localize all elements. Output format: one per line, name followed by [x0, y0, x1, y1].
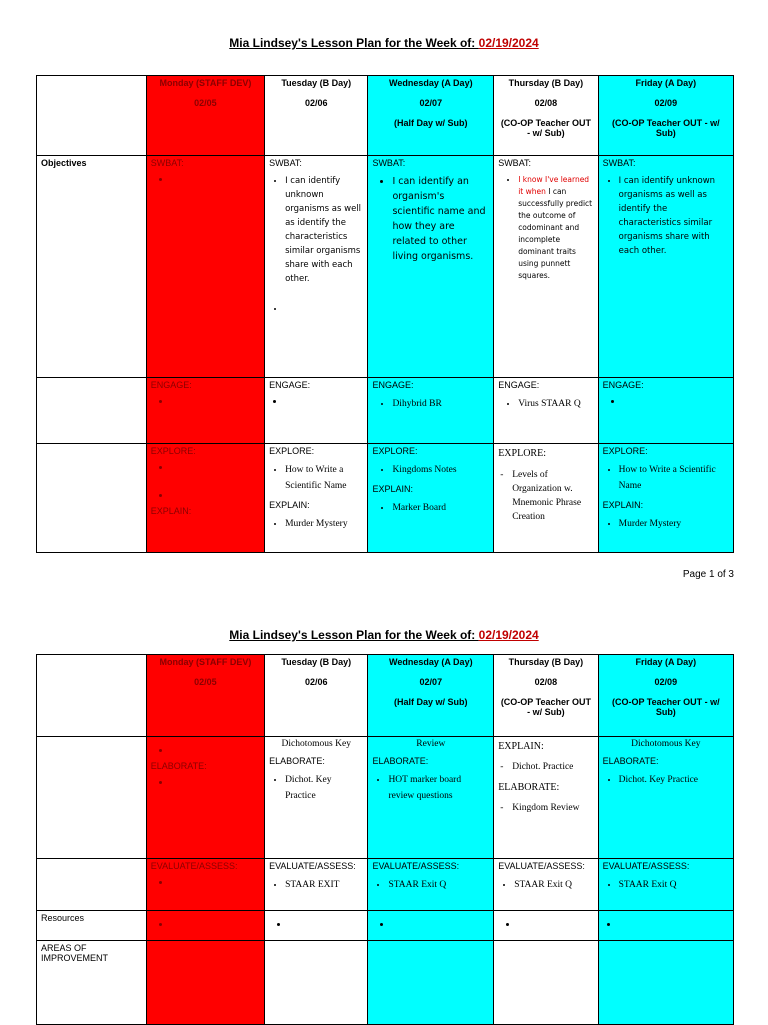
engage-friday — [598, 378, 733, 444]
bullet-empty — [171, 777, 260, 787]
resources-monday — [146, 911, 264, 941]
explore-tuesday — [265, 444, 368, 553]
monday-date: 02/05 — [194, 677, 217, 687]
continued-monday — [146, 737, 264, 859]
objectives-friday — [598, 156, 733, 378]
monday-day: Monday (STAFF DEV) — [159, 78, 252, 88]
explore-label: EXPLORE: — [498, 448, 546, 459]
continued-blank — [37, 737, 147, 859]
evaluate-label: EVALUATE/ASSESS: — [602, 861, 690, 871]
objective-red-text: I know I've learned it when — [518, 175, 590, 196]
monday-day: Monday (STAFF DEV) — [159, 657, 252, 667]
objective-item: • I can identify an organism's scientific name and how they are related to other living organisms. — [392, 174, 489, 264]
engage-label: ENGAGE: — [269, 380, 311, 390]
explain-label: EXPLAIN: — [150, 506, 192, 516]
bullet-empty — [285, 302, 363, 316]
evaluate-monday — [146, 859, 264, 911]
swbat-label: SWBAT: — [602, 158, 636, 168]
wednesday-date: 02/07 — [419, 98, 443, 108]
continued-top: Dichotomous Key — [631, 739, 701, 749]
evaluate-row — [37, 859, 734, 911]
evaluate-friday — [598, 859, 733, 911]
friday-note: (CO-OP Teacher OUT - w/ Sub) — [611, 697, 720, 717]
improvement-label: AREAS OF IMPROVEMENT — [37, 941, 147, 1025]
resources-friday — [598, 911, 733, 941]
header-wednesday — [368, 76, 494, 156]
header-wednesday — [368, 655, 494, 737]
objectives-wednesday — [368, 156, 494, 378]
bullet-empty — [171, 919, 260, 929]
continued-friday — [598, 737, 733, 859]
thursday-date: 02/08 — [534, 677, 558, 687]
swbat-label: SWBAT: — [372, 158, 406, 168]
friday-day: Friday (A Day) — [635, 657, 697, 667]
header-tuesday — [265, 76, 368, 156]
page1-title — [0, 36, 768, 50]
engage-item: • Virus STAAR Q — [518, 396, 593, 412]
bullet-empty — [171, 490, 260, 500]
swbat-label: SWBAT: — [269, 158, 302, 168]
explore-thursday — [494, 444, 598, 553]
elaborate-label: ELABORATE: — [602, 756, 659, 766]
elaborate-label: ELABORATE: — [372, 756, 429, 766]
bullet-empty — [518, 919, 593, 929]
page2-plan-table — [36, 654, 734, 1025]
page2-title-date: 02/19/2024 — [478, 628, 539, 642]
explore-monday — [146, 444, 264, 553]
engage-label: ENGAGE: — [602, 380, 644, 390]
friday-date: 02/09 — [654, 677, 678, 687]
wednesday-note: (Half Day w/ Sub) — [394, 118, 468, 128]
explore-item: - Levels of Organization w. Mnemonic Phrase Creation — [512, 468, 593, 524]
evaluate-label: EVALUATE/ASSESS: — [150, 861, 238, 871]
bullet-empty — [171, 396, 260, 406]
friday-note: (CO-OP Teacher OUT - w/ Sub) — [611, 118, 720, 138]
continued-top: Review — [416, 739, 446, 749]
improvement-wednesday — [368, 941, 494, 1025]
improvement-monday — [146, 941, 264, 1025]
evaluate-blank — [37, 859, 147, 911]
explain-item: - Dichot. Practice — [512, 761, 593, 774]
engage-blank — [37, 378, 147, 444]
continued-tuesday — [265, 737, 368, 859]
objective-item: • I can identify unknown organisms as well as identify the characteristics similar organisms share with each other. — [285, 174, 363, 286]
swbat-label: SWBAT: — [150, 158, 184, 168]
explain-label: EXPLAIN: — [498, 741, 544, 752]
engage-item: • Dihybrid BR — [392, 396, 489, 412]
header-row-2 — [37, 655, 734, 737]
explain-label: EXPLAIN: — [372, 484, 413, 494]
wednesday-day: Wednesday (A Day) — [389, 78, 473, 88]
header-thursday — [494, 655, 598, 737]
explain-label: EXPLAIN: — [602, 500, 644, 510]
improvement-tuesday — [265, 941, 368, 1025]
explore-friday — [598, 444, 733, 553]
engage-label: ENGAGE: — [150, 380, 192, 390]
continued-row — [37, 737, 734, 859]
explain-label: EXPLAIN: — [269, 500, 310, 510]
explore-label: EXPLORE: — [372, 446, 418, 456]
objectives-tuesday — [265, 156, 368, 378]
friday-date: 02/09 — [654, 98, 678, 108]
thursday-day: Thursday (B Day) — [508, 657, 584, 667]
objectives-row — [37, 156, 734, 378]
page2-title — [0, 628, 768, 642]
continued-top: Dichotomous Key — [281, 739, 351, 749]
header-tuesday — [265, 655, 368, 737]
resources-label: Resources — [37, 911, 147, 941]
friday-day: Friday (A Day) — [635, 78, 697, 88]
explore-wednesday — [368, 444, 494, 553]
bullet-empty — [619, 919, 729, 929]
header-monday — [146, 76, 264, 156]
wednesday-day: Wednesday (A Day) — [389, 657, 473, 667]
evaluate-item: • STAAR Exit Q — [619, 877, 729, 893]
engage-label: ENGAGE: — [498, 380, 540, 390]
monday-date: 02/05 — [194, 98, 217, 108]
continued-thursday — [494, 737, 598, 859]
evaluate-wednesday — [368, 859, 494, 911]
evaluate-label: EVALUATE/ASSESS: — [269, 861, 356, 871]
explain-item: • Murder Mystery — [619, 516, 729, 532]
thursday-date: 02/08 — [534, 98, 558, 108]
improvement-thursday — [494, 941, 598, 1025]
bullet-empty — [171, 462, 260, 472]
explain-item: • Marker Board — [392, 500, 489, 516]
elaborate-item: - Kingdom Review — [512, 802, 593, 815]
thursday-day: Thursday (B Day) — [508, 78, 584, 88]
explore-label: EXPLORE: — [269, 446, 315, 456]
wednesday-date: 02/07 — [419, 677, 443, 687]
page-number: Page 1 of 3 — [682, 569, 734, 580]
bullet-empty — [171, 174, 260, 184]
resources-thursday — [494, 911, 598, 941]
evaluate-label: EVALUATE/ASSESS: — [372, 861, 460, 871]
elaborate-item: • HOT marker board review questions — [388, 772, 489, 804]
engage-monday — [146, 378, 264, 444]
resources-row — [37, 911, 734, 941]
header-row — [37, 76, 734, 156]
resources-wednesday — [368, 911, 494, 941]
swbat-label: SWBAT: — [498, 158, 532, 168]
bullet-empty — [171, 745, 260, 755]
tuesday-date: 02/06 — [304, 98, 328, 108]
resources-tuesday — [265, 911, 368, 941]
engage-row — [37, 378, 734, 444]
bullet-empty — [623, 396, 729, 406]
thursday-note: (CO-OP Teacher OUT - w/ Sub) — [500, 697, 591, 717]
header-monday — [146, 655, 264, 737]
explore-label: EXPLORE: — [602, 446, 648, 456]
improvement-friday — [598, 941, 733, 1025]
evaluate-item: • STAAR Exit Q — [514, 877, 593, 893]
evaluate-item: • STAAR EXIT — [285, 877, 363, 893]
explore-label: EXPLORE: — [150, 446, 196, 456]
objectives-label: Objectives — [37, 156, 147, 378]
explore-item: • How to Write a Scientific Name — [619, 462, 729, 494]
elaborate-label: ELABORATE: — [150, 761, 207, 771]
header-friday — [598, 76, 733, 156]
elaborate-label: ELABORATE: — [269, 756, 325, 766]
thursday-note: (CO-OP Teacher OUT - w/ Sub) — [500, 118, 591, 138]
engage-tuesday — [265, 378, 368, 444]
bullet-empty — [392, 919, 489, 929]
page1-title-text: Mia Lindsey's Lesson Plan for the Week of: — [229, 36, 479, 50]
elaborate-label: ELABORATE: — [498, 782, 560, 793]
elaborate-item: • Dichot. Key Practice — [285, 772, 363, 804]
evaluate-tuesday — [265, 859, 368, 911]
tuesday-day: Tuesday (B Day) — [281, 657, 352, 667]
explain-item: • Murder Mystery — [285, 516, 363, 532]
improvement-row — [37, 941, 734, 1025]
engage-label: ENGAGE: — [372, 380, 414, 390]
elaborate-item: • Dichot. Key Practice — [619, 772, 729, 788]
objective-item — [518, 174, 593, 282]
page1-plan-table — [36, 75, 734, 553]
bullet-empty — [171, 877, 260, 887]
tuesday-date: 02/06 — [304, 677, 328, 687]
header-blank — [37, 76, 147, 156]
evaluate-item: • STAAR Exit Q — [388, 877, 489, 893]
explore-item: • Kingdoms Notes — [392, 462, 489, 478]
engage-wednesday — [368, 378, 494, 444]
explore-item: • How to Write a Scientific Name — [285, 462, 363, 494]
explore-row — [37, 444, 734, 553]
bullet-empty — [289, 919, 363, 929]
page2-title-text: Mia Lindsey's Lesson Plan for the Week of: — [229, 628, 479, 642]
page1-title-date: 02/19/2024 — [478, 36, 539, 50]
evaluate-label: EVALUATE/ASSESS: — [498, 861, 585, 871]
explore-blank — [37, 444, 147, 553]
engage-thursday — [494, 378, 598, 444]
objectives-monday — [146, 156, 264, 378]
objective-text: I can successfully predict the outcome of codominant and incomplete dominant traits using punnett squares. — [518, 187, 593, 280]
continued-wednesday — [368, 737, 494, 859]
wednesday-note: (Half Day w/ Sub) — [394, 697, 468, 707]
objectives-thursday — [494, 156, 598, 378]
header-blank — [37, 655, 147, 737]
header-thursday — [494, 76, 598, 156]
evaluate-thursday — [494, 859, 598, 911]
bullet-empty — [285, 396, 363, 406]
tuesday-day: Tuesday (B Day) — [281, 78, 352, 88]
objective-item: • I can identify unknown organisms as well as identify the characteristics similar organisms share with each other. — [619, 174, 729, 258]
header-friday — [598, 655, 733, 737]
